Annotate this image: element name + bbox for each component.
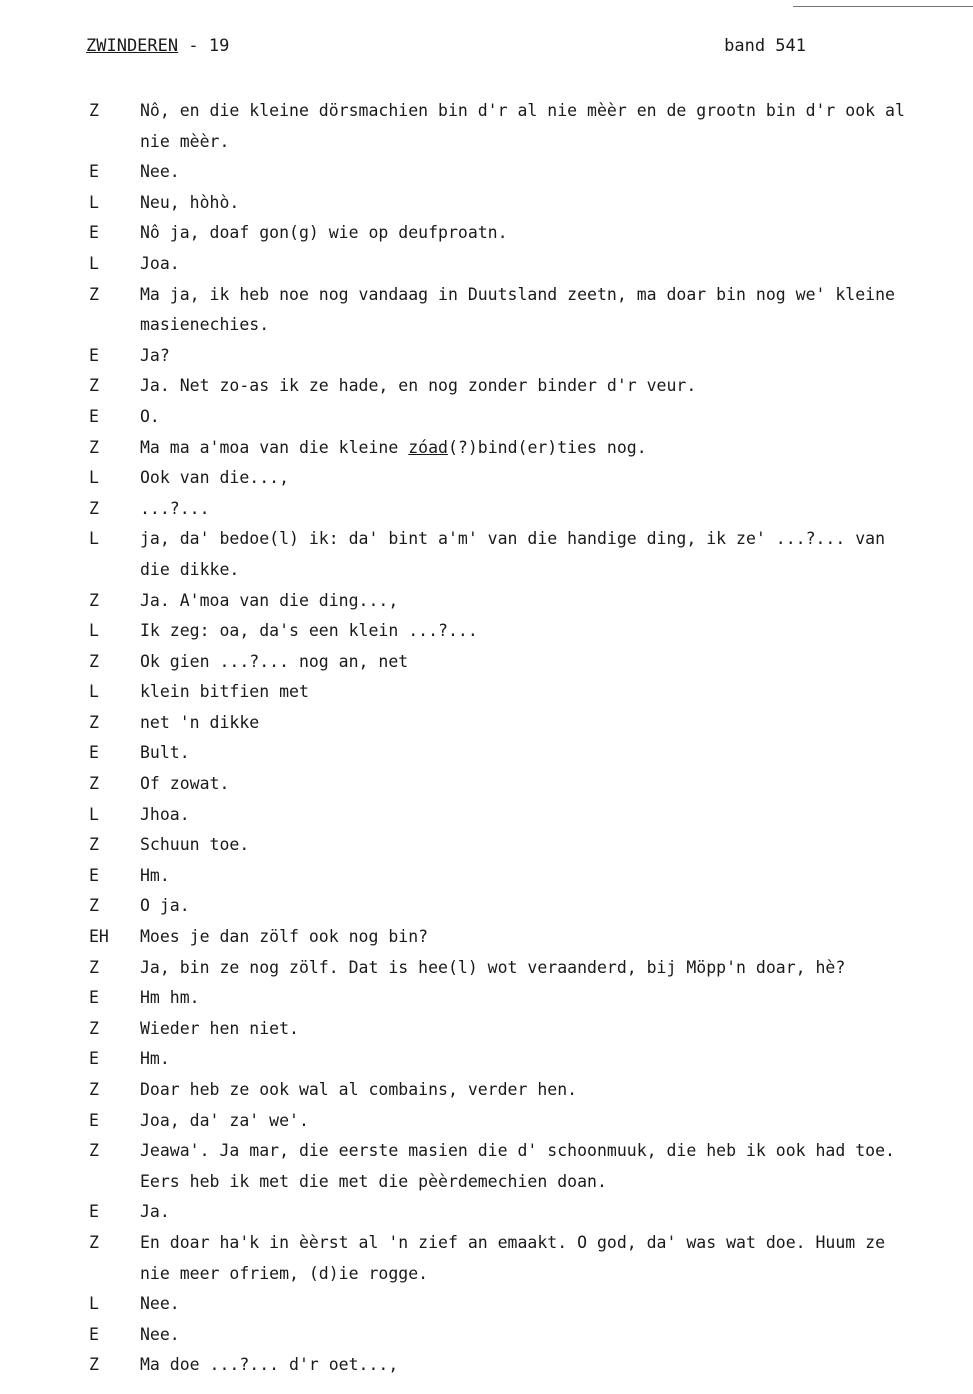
- transcript-line: [0, 800, 973, 831]
- speaker-label: Z: [89, 101, 99, 120]
- header-title: [86, 36, 229, 56]
- utterance-text: Ja?: [140, 345, 170, 365]
- utterance-text: Hm hm.: [140, 988, 200, 1008]
- speaker-label: E: [89, 865, 99, 885]
- transcript-line: [0, 1014, 973, 1045]
- utterance-text: Joa.: [140, 253, 180, 273]
- utterance-text: die dikke.: [140, 559, 240, 579]
- transcript-line: [0, 1228, 973, 1259]
- speaker-label: Z: [89, 1232, 99, 1252]
- transcript-body: [0, 96, 973, 1381]
- header-page-number: - 19: [178, 36, 230, 56]
- transcript-line: [0, 953, 973, 984]
- utterance-text: Nô, en die kleine dörsmachien bin d'r al nie mèèr en de grootn bin d'r ook al: [140, 101, 905, 120]
- speaker-label: E: [89, 1049, 99, 1069]
- speaker-label: Z: [89, 896, 99, 916]
- speaker-label: Z: [89, 437, 99, 457]
- speaker-label: Z: [89, 376, 99, 396]
- transcript-line: [0, 341, 973, 372]
- transcript-line: [0, 310, 973, 341]
- transcript-line: [0, 218, 973, 249]
- speaker-label: Z: [89, 774, 99, 794]
- speaker-label: E: [89, 743, 99, 763]
- speaker-label: L: [89, 468, 99, 488]
- utterance-text-part: (?)bind(er)ties nog.: [447, 437, 647, 457]
- utterance-text: Jeawa'. Ja mar, die eerste masien die d' schoonmuuk, die heb ik ook had toe.: [140, 1141, 895, 1161]
- transcript-line: [0, 127, 973, 158]
- utterance-text: Nee.: [140, 162, 180, 182]
- speaker-label: Z: [89, 1018, 99, 1038]
- speaker-label: Z: [89, 590, 99, 610]
- utterance-text: [140, 433, 647, 464]
- page-header: [86, 36, 806, 62]
- transcript-line: [0, 830, 973, 861]
- transcript-line: [0, 1197, 973, 1228]
- speaker-label: Z: [89, 1080, 99, 1099]
- transcript-line: [0, 188, 973, 219]
- transcript-line: [0, 738, 973, 769]
- speaker-label: L: [89, 1294, 99, 1314]
- utterance-text: nie meer ofriem, (d)ie rogge.: [140, 1263, 429, 1283]
- transcript-line: [0, 708, 973, 739]
- utterance-text: Joa, da' za' we'.: [140, 1110, 309, 1130]
- transcript-line: [0, 586, 973, 617]
- speaker-label: E: [89, 988, 99, 1008]
- speaker-label: EH: [89, 927, 109, 947]
- utterance-text: Hm.: [140, 865, 170, 885]
- transcript-line: [0, 1044, 973, 1075]
- speaker-label: L: [89, 192, 99, 212]
- transcript-line: [0, 677, 973, 708]
- utterance-text: masienechies.: [140, 315, 270, 335]
- utterance-text: O ja.: [140, 896, 190, 916]
- utterance-text: Nee.: [140, 1294, 180, 1314]
- speaker-label: L: [89, 804, 99, 824]
- transcript-line: [0, 983, 973, 1014]
- utterance-text: Nô ja, doaf gon(g) wie op deufproatn.: [140, 223, 508, 243]
- transcript-line: [0, 494, 973, 525]
- utterance-text: Of zowat.: [140, 774, 230, 794]
- underlined-word: zóad: [408, 437, 448, 457]
- speaker-label: L: [89, 682, 99, 702]
- transcript-line: [0, 157, 973, 188]
- transcript-line: [0, 922, 973, 953]
- transcript-line: [0, 1167, 973, 1198]
- transcript-line: [0, 1320, 973, 1351]
- speaker-label: Z: [89, 1141, 99, 1161]
- utterance-text: Ma ja, ik heb noe nog vandaag in Duutsland zeetn, ma doar bin nog we' kleine: [140, 284, 895, 304]
- transcript-line: [0, 1136, 973, 1167]
- speaker-label: L: [89, 621, 99, 641]
- speaker-label: Z: [89, 957, 99, 977]
- speaker-label: E: [89, 1110, 99, 1130]
- utterance-text: Hm.: [140, 1049, 170, 1069]
- transcript-line: [0, 891, 973, 922]
- transcript-line: [0, 616, 973, 647]
- speaker-label: E: [89, 1202, 99, 1222]
- utterance-text: Ok gien ...?... nog an, net: [140, 651, 409, 671]
- transcript-line: [0, 769, 973, 800]
- speaker-label: E: [89, 162, 99, 182]
- utterance-text: En doar ha'k in èèrst al 'n zief an emaakt. O god, da' was wat doe. Huum ze: [140, 1232, 886, 1252]
- utterance-text: Neu, hòhò.: [140, 192, 240, 212]
- utterance-text: Schuun toe.: [140, 835, 250, 855]
- speaker-label: E: [89, 223, 99, 243]
- top-rule: [793, 6, 973, 7]
- speaker-label: E: [89, 345, 99, 365]
- utterance-text: klein bitfien met: [140, 682, 309, 702]
- transcript-line: [0, 1075, 973, 1106]
- transcript-line: [0, 1350, 973, 1381]
- transcript-line: [0, 96, 973, 127]
- speaker-label: Z: [89, 712, 99, 732]
- speaker-label: Z: [89, 498, 99, 518]
- speaker-label: E: [89, 406, 99, 426]
- transcript-line: [0, 524, 973, 555]
- speaker-label: L: [89, 253, 99, 273]
- utterance-text: nie mèèr.: [140, 131, 230, 151]
- transcript-line: [0, 249, 973, 280]
- utterance-text: Wieder hen niet.: [140, 1018, 299, 1038]
- speaker-label: Z: [89, 651, 99, 671]
- utterance-text: net 'n dikke: [140, 712, 260, 732]
- transcript-line: [0, 402, 973, 433]
- transcript-line: [0, 371, 973, 402]
- transcript-line: [0, 555, 973, 586]
- transcript-line: [0, 280, 973, 311]
- transcript-line: [0, 1106, 973, 1137]
- utterance-text: Nee.: [140, 1324, 180, 1344]
- utterance-text: Moes je dan zölf ook nog bin?: [140, 927, 429, 947]
- utterance-text: Ja. Net zo-as ik ze hade, en nog zonder binder d'r veur.: [140, 376, 697, 396]
- utterance-text: Bult.: [140, 743, 190, 763]
- header-tape-number: band 541: [724, 36, 806, 56]
- utterance-text: Eers heb ik met die met die pèèrdemechien doan.: [140, 1171, 607, 1191]
- utterance-text: Jhoa.: [140, 804, 190, 824]
- transcript-line: [0, 861, 973, 892]
- speaker-label: Z: [89, 1355, 99, 1375]
- utterance-text: Doar heb ze ook wal al combains, verder hen.: [140, 1080, 578, 1099]
- utterance-text: ja, da' bedoe(l) ik: da' bint a'm' van die handige ding, ik ze' ...?... van: [140, 529, 886, 549]
- transcript-line: [0, 433, 973, 464]
- transcript-line: [0, 647, 973, 678]
- transcript-line: [0, 463, 973, 494]
- utterance-text: O.: [140, 406, 160, 426]
- speaker-label: Z: [89, 284, 99, 304]
- transcript-line: [0, 1259, 973, 1290]
- speaker-label: L: [89, 529, 99, 549]
- speaker-label: E: [89, 1324, 99, 1344]
- utterance-text: Ook van die...,: [140, 468, 290, 488]
- utterance-text: Ik zeg: oa, da's een klein ...?...: [140, 621, 478, 641]
- utterance-text: Ja. A'moa van die ding...,: [140, 590, 399, 610]
- header-location: ZWINDEREN: [86, 36, 179, 56]
- utterance-text: Ja.: [140, 1202, 170, 1222]
- utterance-text-part: Ma ma a'moa van die kleine: [140, 437, 409, 457]
- utterance-text: Ja, bin ze nog zölf. Dat is hee(l) wot veraanderd, bij Möpp'n doar, hè?: [140, 957, 846, 977]
- speaker-label: Z: [89, 835, 99, 855]
- transcript-line: [0, 1289, 973, 1320]
- utterance-text: Ma doe ...?... d'r oet...,: [140, 1355, 399, 1375]
- utterance-text: ...?...: [140, 498, 210, 518]
